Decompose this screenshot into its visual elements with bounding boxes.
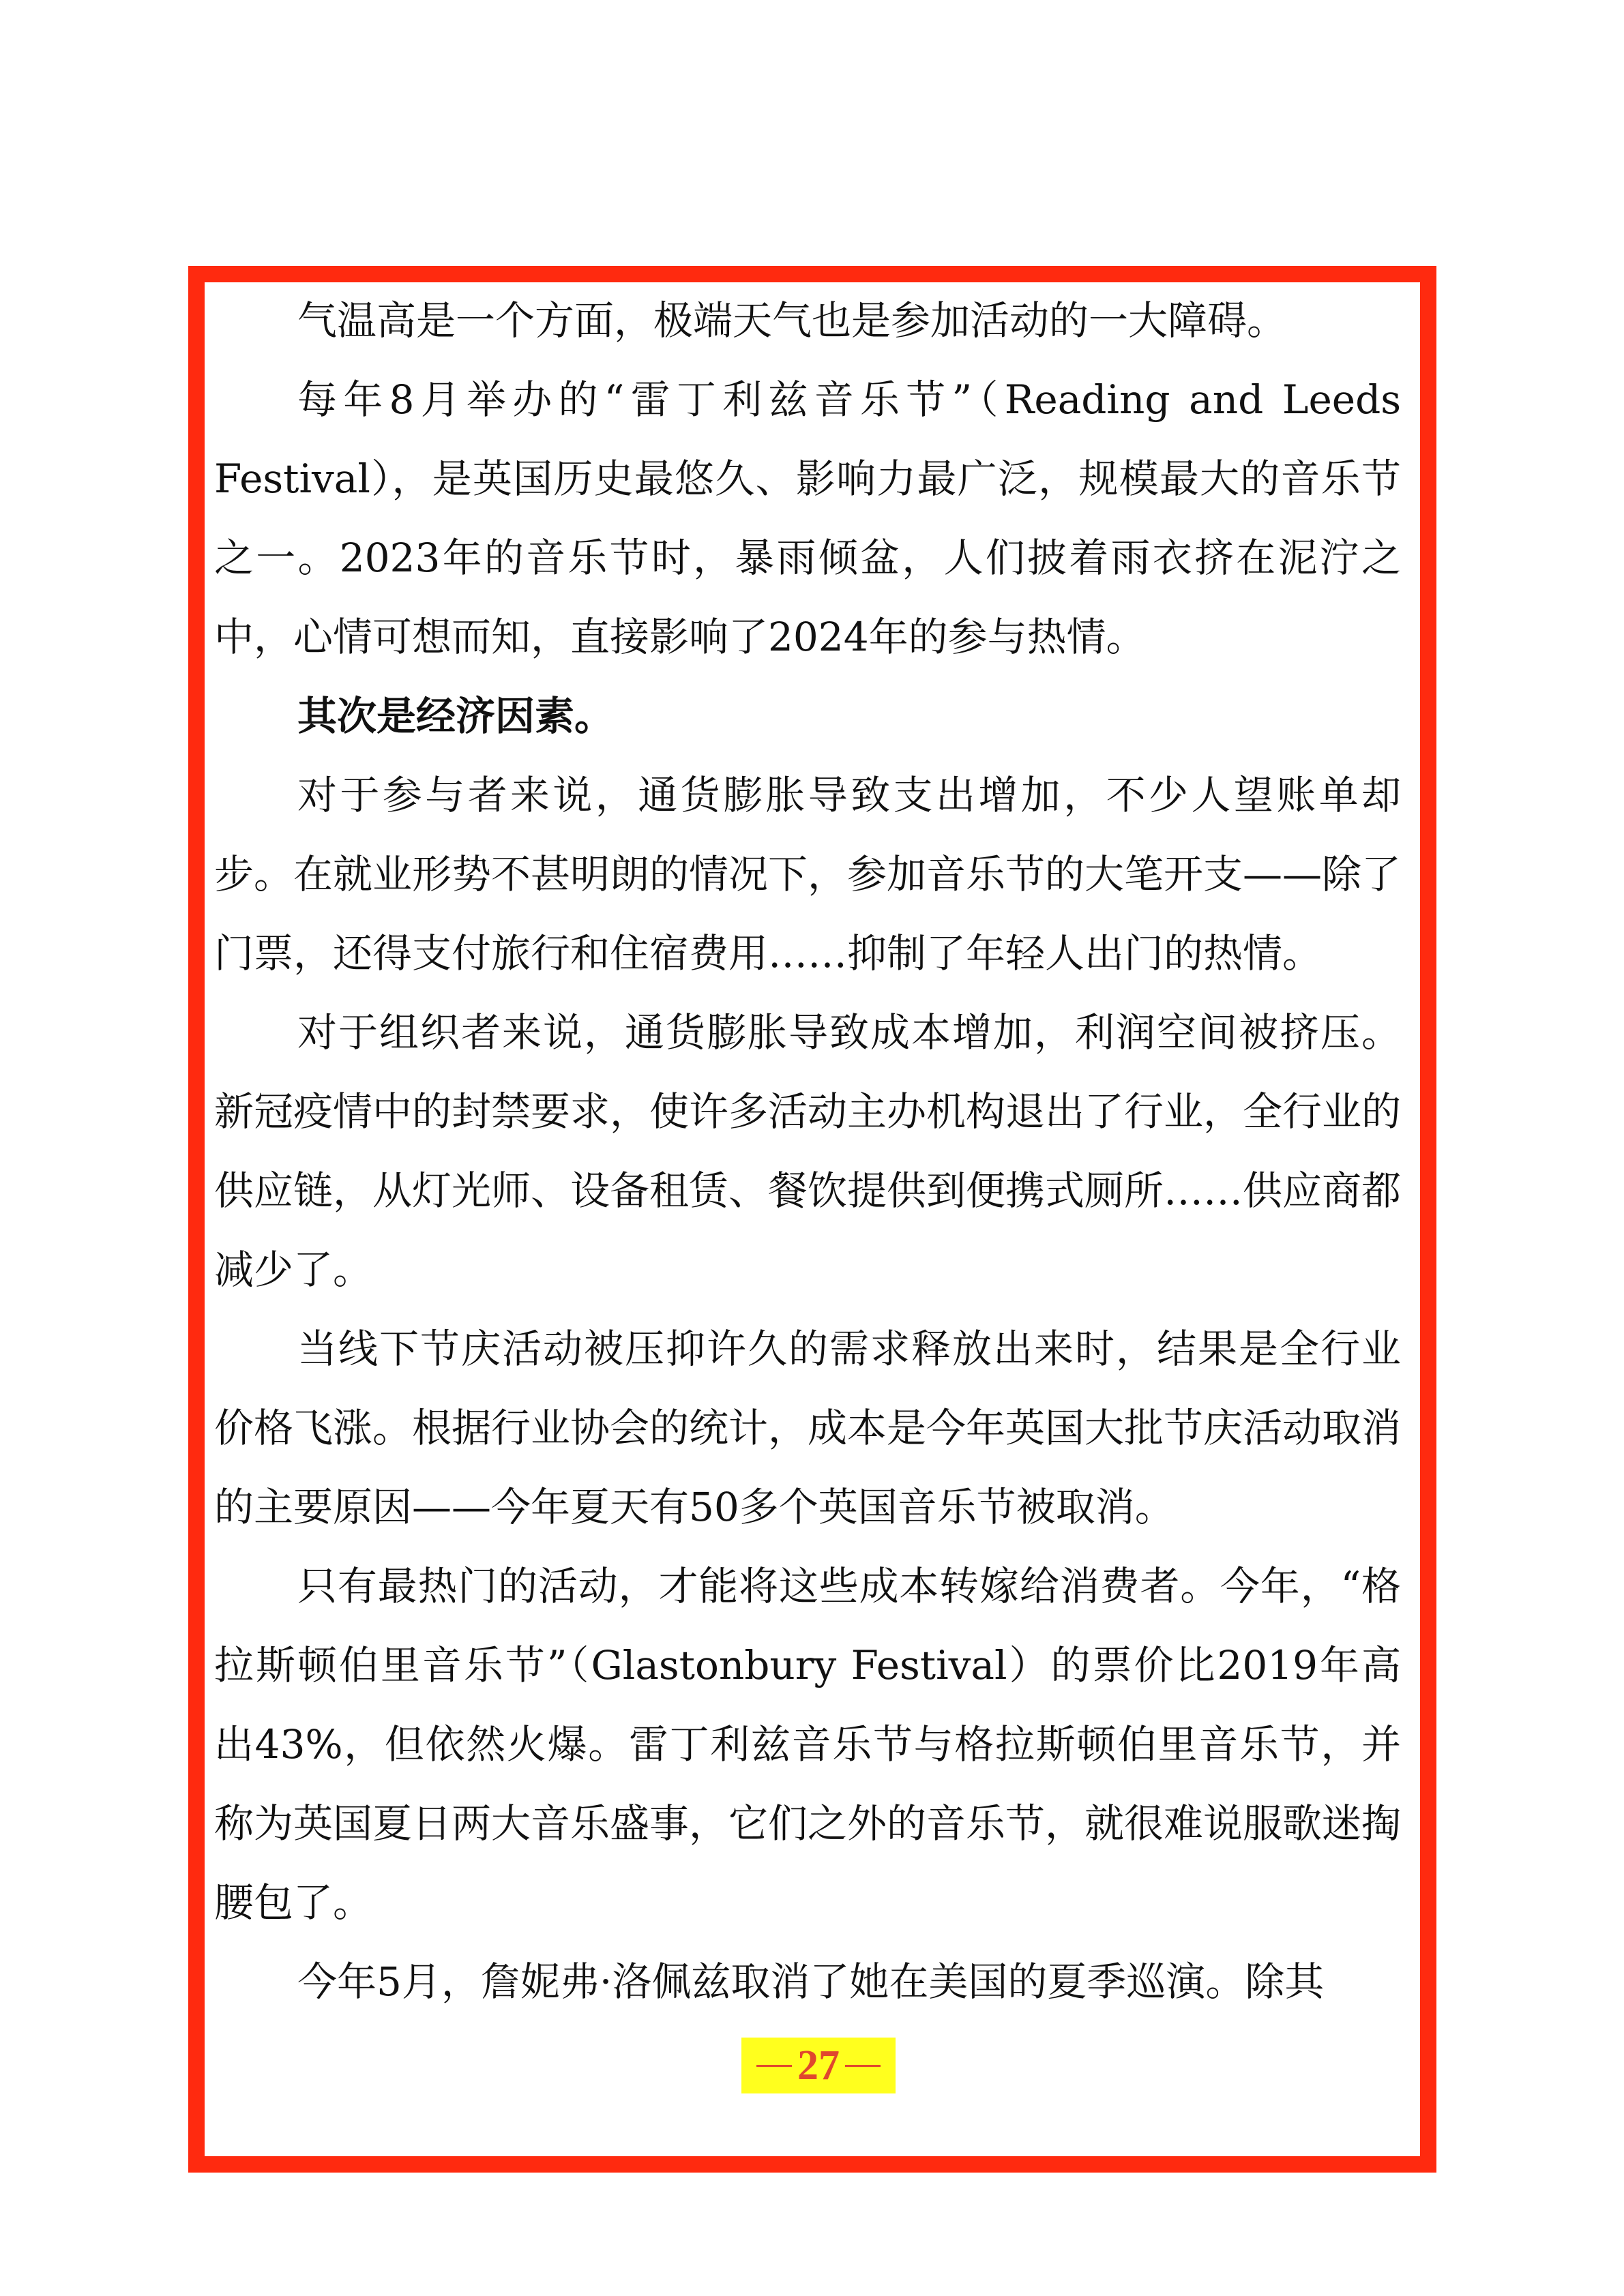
- section-heading-economic-factors: 其次是经济因素。: [297, 693, 615, 739]
- paragraph-8: 今年5月，詹妮弗·洛佩兹取消了她在美国的夏季巡演。除其: [297, 1958, 1325, 2005]
- article-body: [214, 281, 1401, 2021]
- page-number-badge: [741, 2038, 896, 2093]
- paragraph-5: 对于组织者来说，通货膨胀导致成本增加，利润空间被挤压。新冠疫情中的封禁要求，使许多活动主办机构退出了行业，全行业的供应链，从灯光师、设备租赁、餐饮提供到便携式厕所……供应商都减少了。: [214, 1009, 1402, 1293]
- paragraph-4: 对于参与者来说，通货膨胀导致支出增加，不少人望账单却步。在就业形势不甚明朗的情况下，参加音乐节的大笔开支——除了门票，还得支付旅行和住宿费用……抑制了年轻人出门的热情。: [214, 772, 1402, 976]
- left-dash-decoration: [756, 2065, 792, 2067]
- paragraph-6: 当线下节庆活动被压抑许久的需求释放出来时，结果是全行业价格飞涨。根据行业协会的统计，成本是今年英国大批节庆活动取消的主要原因——今年夏天有50多个英国音乐节被取消。: [214, 1326, 1402, 1530]
- page-number: 27: [797, 2042, 840, 2089]
- right-dash-decoration: [845, 2065, 881, 2067]
- paragraph-7: 只有最热门的活动，才能将这些成本转嫁给消费者。今年，“格拉斯顿伯里音乐节”（Glastonbury Festival）的票价比2019年高出43%，但依然火爆。雷丁利兹音乐节与格拉斯顿伯里音乐节，并称为英国夏日两大音乐盛事，它们之外的音乐节，就很难说服歌迷掏腰包了。: [214, 1563, 1402, 1926]
- paragraph-1: 气温高是一个方面，极端天气也是参加活动的一大障碍。: [297, 297, 1287, 344]
- paragraph-2: 每年8月举办的“雷丁利兹音乐节”（Reading and Leeds Festival），是英国历史最悠久、影响力最广泛，规模最大的音乐节之一。2023年的音乐节时，暴雨倾盆，人们披着雨衣挤在泥泞之中，心情可想而知，直接影响了2024年的参与热情。: [214, 376, 1401, 660]
